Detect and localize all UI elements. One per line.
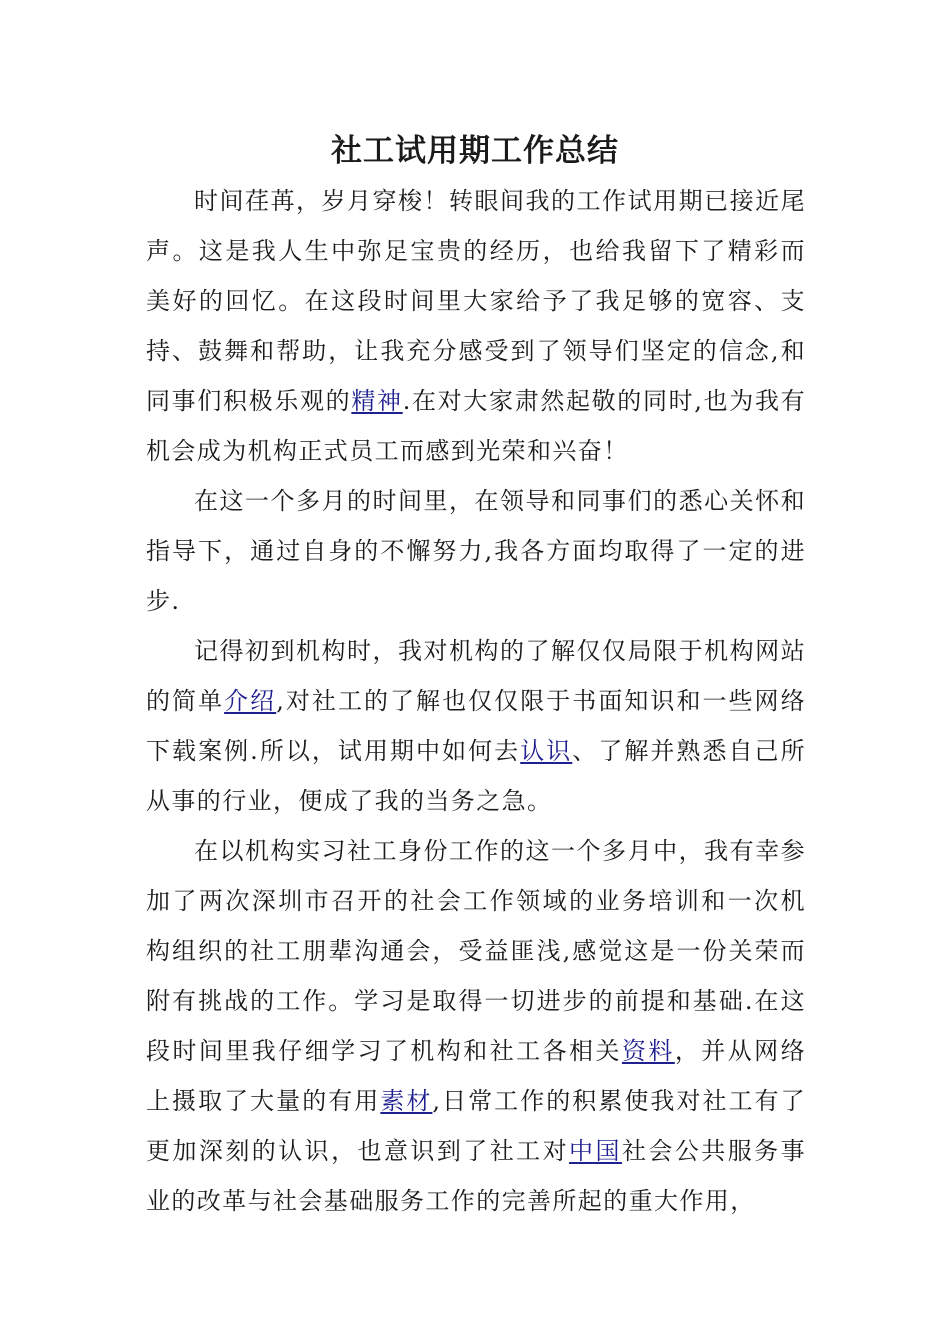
document-title: 社工试用期工作总结 [331,133,619,169]
inline-link[interactable]: 中国 [569,1137,622,1165]
inline-link[interactable]: 介绍 [224,687,277,715]
inline-link[interactable]: 资料 [621,1037,675,1065]
paragraph-text: 、了解并熟悉自己所从事的行业，便成了我的当务之急。 [146,737,806,815]
body-paragraph [146,826,806,1226]
inline-link[interactable]: 认识 [520,737,573,765]
body-paragraph [146,476,806,626]
body-paragraph [146,176,806,476]
paragraph-text: 记得初到机构时，我对机构的了解仅仅局限于机构网站的简单 [146,637,806,715]
paragraph-text: 在以机构实习社工身份工作的这一个多月中，我有幸参加了两次深圳市召开的社会工作领域的业务培训和一次机构组织的社工朋辈沟通会，受益匪浅,感觉这是一份关荣而附有挑战的工作。学习是取得一切进步的前提和基础.在这段时间里我仔细学习了机构和社工各相关 [146,837,806,1065]
paragraph-text: ，并从网络上摄取了大量的有用 [146,1037,806,1115]
paragraph-text: ,对社工的了解也仅仅限于书面知识和一些网络下载案例.所以，试用期中如何去 [146,687,806,765]
body-paragraph [146,626,806,826]
inline-link[interactable]: 素材 [380,1087,433,1115]
paragraph-text: 时间荏苒，岁月穿梭！转眼间我的工作试用期已接近尾声。这是我人生中弥足宝贵的经历，也给我留下了精彩而美好的回忆。在这段时间里大家给予了我足够的宽容、支持、鼓舞和帮助，让我充分感受到了领导们坚定的信念,和同事们积极乐观的 [146,187,806,415]
inline-link[interactable]: 精神 [351,387,403,415]
paragraph-text: .在对大家肃然起敬的同时,也为我有机会成为机构正式员工而感到光荣和兴奋！ [146,387,807,465]
paragraph-text: 在这一个多月的时间里，在领导和同事们的悉心关怀和指导下，通过自身的不懈努力,我各方面均取得了一定的进步. [146,487,806,615]
document-body [146,176,806,1226]
paragraph-text: ,日常工作的积累使我对社工有了更加深刻的认识，也意识到了社工对 [146,1087,806,1165]
paragraph-text: 社会公共服务事业的改革与社会基础服务工作的完善所起的重大作用， [146,1137,806,1215]
